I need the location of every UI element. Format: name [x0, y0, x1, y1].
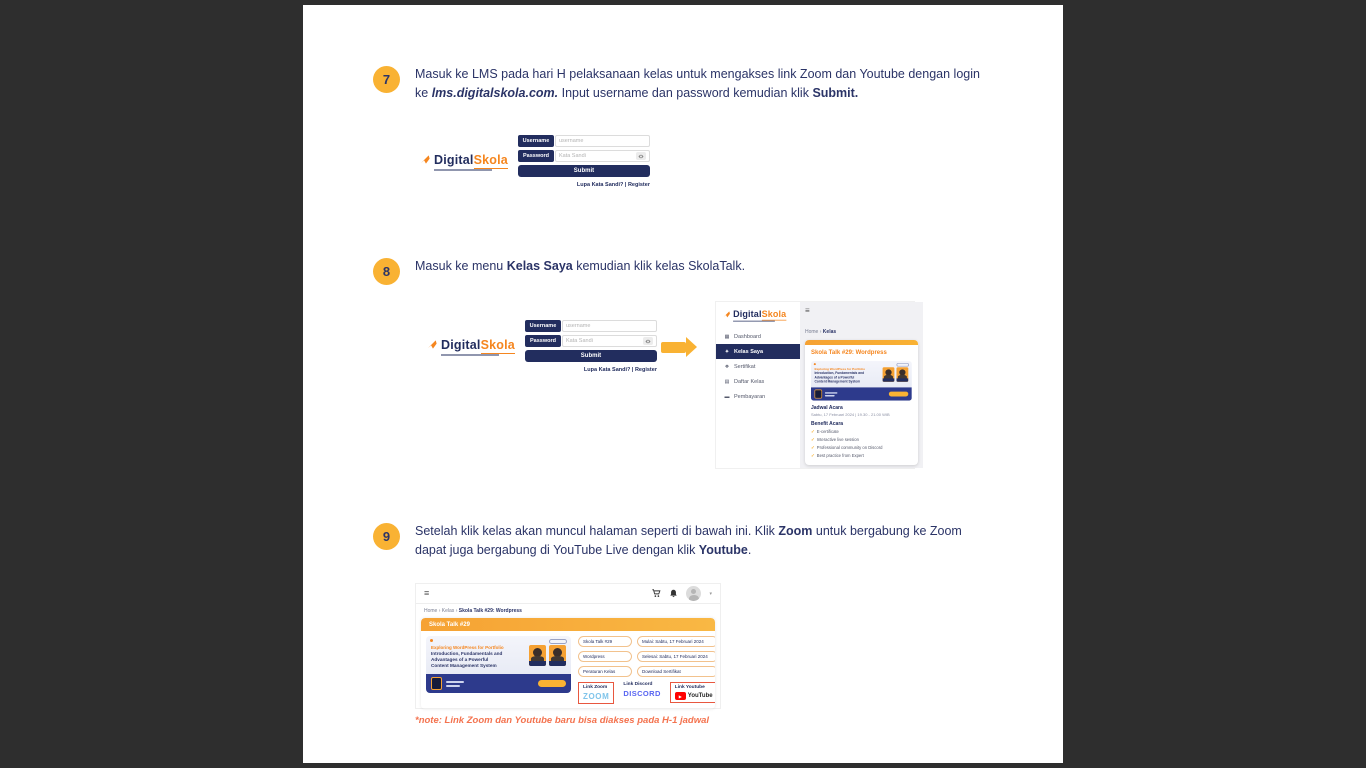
youtube-link[interactable]	[675, 692, 713, 700]
pen-nib-icon	[427, 339, 438, 350]
forgot-register-links[interactable]: Lupa Kata Sandi? | Register	[576, 182, 650, 188]
speaker-photo-small	[431, 677, 442, 690]
username-input[interactable]	[555, 135, 650, 147]
logo-digital: Digital	[441, 337, 481, 352]
digitalskola-logo	[723, 309, 787, 322]
banner-cta-button	[538, 680, 566, 687]
eye-icon[interactable]	[643, 337, 653, 345]
event-banner	[811, 361, 912, 401]
sidebar-item-label: Kelas Saya	[734, 348, 764, 355]
kelas-saya-word: Kelas Saya	[506, 259, 573, 273]
breadcrumb-current: Kelas	[822, 329, 837, 335]
pill-start-date[interactable]: Mulai: Sabtu, 17 Februari 2024	[637, 636, 715, 647]
password-input[interactable]	[562, 335, 657, 347]
banner-subtitle: Introduction, Fundamentals and Advantages of a Powerful Content Management System	[431, 651, 503, 668]
bell-icon[interactable]	[669, 589, 678, 598]
pill-peraturan-kelas[interactable]: Peraturan Kelas	[578, 666, 632, 677]
document-page	[303, 5, 1063, 763]
step-7-submit-word: Submit.	[812, 85, 859, 100]
step-7-seg3: Input username dan password kemudian klik	[558, 85, 813, 100]
link-zoom-label: Link Zoom	[583, 685, 608, 690]
speaker-photo	[529, 645, 546, 666]
step-9-text	[415, 522, 995, 559]
lms-main-area	[800, 302, 923, 468]
jadwal-heading: Jadwal Acara	[811, 405, 843, 411]
link-youtube-label: Link Youtube	[674, 685, 705, 690]
forgot-register-links[interactable]: Lupa Kata Sandi? | Register	[583, 367, 657, 373]
class-page-screenshot	[415, 583, 721, 709]
sidebar-item-daftar-kelas[interactable]	[716, 374, 800, 389]
logo-text	[441, 338, 515, 352]
digitalskola-logo	[420, 153, 508, 171]
youtube-play-icon: ▶	[675, 692, 686, 700]
submit-button[interactable]: Submit	[525, 350, 657, 362]
zoom-word: Zoom	[778, 524, 813, 538]
username-label: Username	[518, 135, 554, 147]
login-screenshot-1	[420, 135, 660, 188]
link-youtube-group	[670, 682, 715, 703]
digitalskola-logo	[427, 338, 515, 356]
banner-cta-button	[889, 392, 908, 397]
benefit-item	[811, 453, 912, 459]
zoom-link[interactable]: ZOOM	[583, 692, 610, 701]
footnote: *note: Link Zoom dan Youtube baru bisa diakses pada H-1 jadwal	[415, 715, 710, 726]
sidebar-item-label: Pembayaran	[734, 393, 766, 400]
benefit-item	[811, 437, 912, 443]
logo-digital: Digital	[733, 309, 762, 320]
banner-speakers	[883, 367, 909, 382]
logo-tagline	[441, 354, 499, 356]
speaker-photo	[549, 645, 566, 666]
login-screenshot-2	[427, 320, 667, 373]
youtube-wordmark: YouTube	[687, 693, 713, 699]
kelas-saya-icon: ✦	[724, 348, 730, 355]
password-label: Password	[518, 150, 554, 162]
sidebar-item-label: Daftar Kelas	[734, 378, 765, 385]
password-placeholder: Kata Sandi	[565, 338, 593, 344]
jadwal-text: Sabtu, 17 Februari 2024 | 19.30 - 21.00 WIB	[811, 412, 890, 417]
banner-logo-dot	[814, 363, 816, 365]
step-7-badge: 7	[373, 66, 400, 93]
login-form	[518, 135, 650, 188]
link-discord-group	[623, 682, 660, 698]
username-placeholder: username	[565, 323, 591, 329]
breadcrumb	[805, 329, 918, 335]
youtube-word: Youtube	[698, 542, 748, 557]
class-links-row	[578, 682, 715, 704]
benefit-label: Interactive live session	[816, 437, 859, 442]
benefit-label: E-certificate	[816, 429, 839, 434]
username-input[interactable]	[562, 320, 657, 332]
sertifikat-icon: ❖	[724, 363, 730, 370]
password-label: Password	[525, 335, 561, 347]
avatar[interactable]	[686, 586, 701, 601]
sidebar-item-kelas-saya[interactable]	[716, 344, 800, 359]
speaker-photo	[896, 367, 908, 382]
banner-subtitle: Introduction, Fundamentals and Advantages of a Powerful Content Management System	[814, 371, 865, 384]
step-8-seg1: Masuk ke menu	[415, 259, 507, 273]
pill-end-date[interactable]: Selesai: Sabtu, 17 Februari 2024	[637, 651, 715, 662]
step-9-seg3: untuk bergabung ke Zoom dapat juga bergabung di YouTube Live dengan klik	[415, 524, 962, 557]
hamburger-icon[interactable]: ≡	[424, 588, 430, 598]
pen-nib-icon	[723, 310, 731, 318]
logo-tagline	[434, 169, 492, 171]
step-8-text	[415, 257, 995, 285]
banner-chip	[549, 639, 567, 644]
check-icon: ✓	[811, 437, 815, 442]
pill-download-sertifikat[interactable]: Download Sertifikat	[637, 666, 715, 677]
logo-digital: Digital	[434, 152, 474, 167]
username-placeholder: username	[558, 138, 584, 144]
sidebar-item-pembayaran[interactable]	[716, 389, 800, 404]
banner-title: Exploring WordPress for Portfolio	[814, 367, 865, 371]
discord-link[interactable]: DISCORD	[623, 689, 661, 698]
breadcrumb-sep: ›	[455, 608, 458, 614]
logo-text	[434, 153, 508, 167]
step-9-seg1: Setelah klik kelas akan muncul halaman seperti di bawah ini. Klik	[415, 524, 779, 538]
step-8	[373, 257, 1003, 285]
eye-icon[interactable]	[636, 152, 646, 160]
banner-speakers	[529, 645, 566, 666]
breadcrumb-kelas[interactable]: Kelas	[441, 608, 455, 614]
submit-button[interactable]: Submit	[518, 165, 650, 177]
breadcrumb-current: Skola Talk #29: Wordpress	[458, 608, 522, 614]
benefit-item	[811, 445, 912, 451]
step-8-seg3: kemudian klik kelas SkolaTalk.	[572, 259, 746, 273]
benefit-heading: Benefit Acara	[811, 421, 844, 427]
class-card[interactable]	[805, 340, 918, 465]
link-discord-label: Link Discord	[623, 682, 653, 687]
speaker-name-bar	[549, 661, 566, 666]
banner-logo-dot	[430, 639, 433, 642]
pill-topic[interactable]: Wordpress	[578, 651, 632, 662]
step-9-seg5: .	[747, 542, 752, 557]
banner-footer-strip	[426, 674, 571, 693]
sidebar-item-label: Sertifikat	[734, 363, 756, 370]
username-label: Username	[525, 320, 561, 332]
sidebar-item-label: Dashboard	[734, 333, 761, 340]
lms-url-text: lms.digitalskola.com.	[431, 85, 559, 100]
step-7-seg1: Masuk ke LMS pada hari H pelaksanaan kelas untuk mengakses link Zoom dan Youtube dengan login ke	[415, 67, 980, 100]
step-7-text	[415, 65, 995, 102]
pill-class-name[interactable]: Skola Talk #29	[578, 636, 632, 647]
class-page-topbar	[416, 584, 720, 604]
speaker-name-bar	[896, 378, 908, 381]
step-7	[373, 65, 1003, 102]
pembayaran-icon: ▬	[724, 393, 730, 400]
pen-nib-icon	[420, 154, 431, 165]
arrow-right-icon	[661, 342, 686, 353]
breadcrumb-home[interactable]: Home	[424, 608, 438, 614]
logo-skola: Skola	[480, 337, 515, 352]
speaker-photo-small	[814, 389, 822, 398]
banner-title: Exploring WordPress for Portfolio	[431, 645, 504, 650]
breadcrumb	[416, 604, 720, 617]
class-info-panel	[578, 636, 715, 704]
logo-text	[733, 309, 786, 319]
breadcrumb-sep: ›	[819, 329, 822, 335]
link-zoom-group	[578, 682, 614, 704]
step-9	[373, 522, 1003, 559]
login-form	[525, 320, 657, 373]
daftar-kelas-icon: ▤	[724, 378, 730, 385]
check-icon: ✓	[811, 453, 815, 458]
speaker-name-bar	[883, 378, 895, 381]
class-card-title[interactable]: Skola Talk #29: Wordpress	[811, 350, 887, 356]
password-input[interactable]	[555, 150, 650, 162]
class-banner-small	[811, 361, 912, 401]
banner-footer-strip	[811, 387, 912, 400]
lms-sidebar	[716, 302, 800, 468]
logo-skola: Skola	[473, 152, 508, 167]
speaker-photo	[883, 367, 895, 382]
benefit-item	[811, 429, 912, 435]
lms-screenshot	[716, 302, 914, 468]
benefit-label: Best practice from Expert	[816, 453, 864, 458]
check-icon: ✓	[811, 445, 815, 450]
breadcrumb-sep: ›	[438, 608, 441, 614]
cart-icon[interactable]	[652, 589, 661, 598]
class-detail-card	[421, 618, 715, 709]
speaker-name-bar	[529, 661, 546, 666]
check-icon: ✓	[811, 429, 815, 434]
logo-skola: Skola	[761, 309, 787, 320]
sidebar-item-dashboard[interactable]	[716, 329, 800, 344]
step-9-badge: 9	[373, 523, 400, 550]
event-banner	[426, 636, 571, 693]
dashboard-icon: ▦	[724, 333, 730, 340]
hamburger-icon[interactable]: ≡	[805, 306, 810, 315]
chevron-down-icon[interactable]: ▾	[709, 590, 712, 597]
lms-menu	[716, 329, 800, 404]
step-8-badge: 8	[373, 258, 400, 285]
breadcrumb-home[interactable]: Home	[805, 329, 819, 335]
logo-tagline	[733, 321, 775, 322]
banner-chip	[896, 363, 909, 366]
benefit-label: Professional community on Discord	[816, 445, 883, 450]
password-placeholder: Kata Sandi	[558, 153, 586, 159]
sidebar-item-sertifikat[interactable]	[716, 359, 800, 374]
class-header-bar: Skola Talk #29	[421, 618, 715, 631]
